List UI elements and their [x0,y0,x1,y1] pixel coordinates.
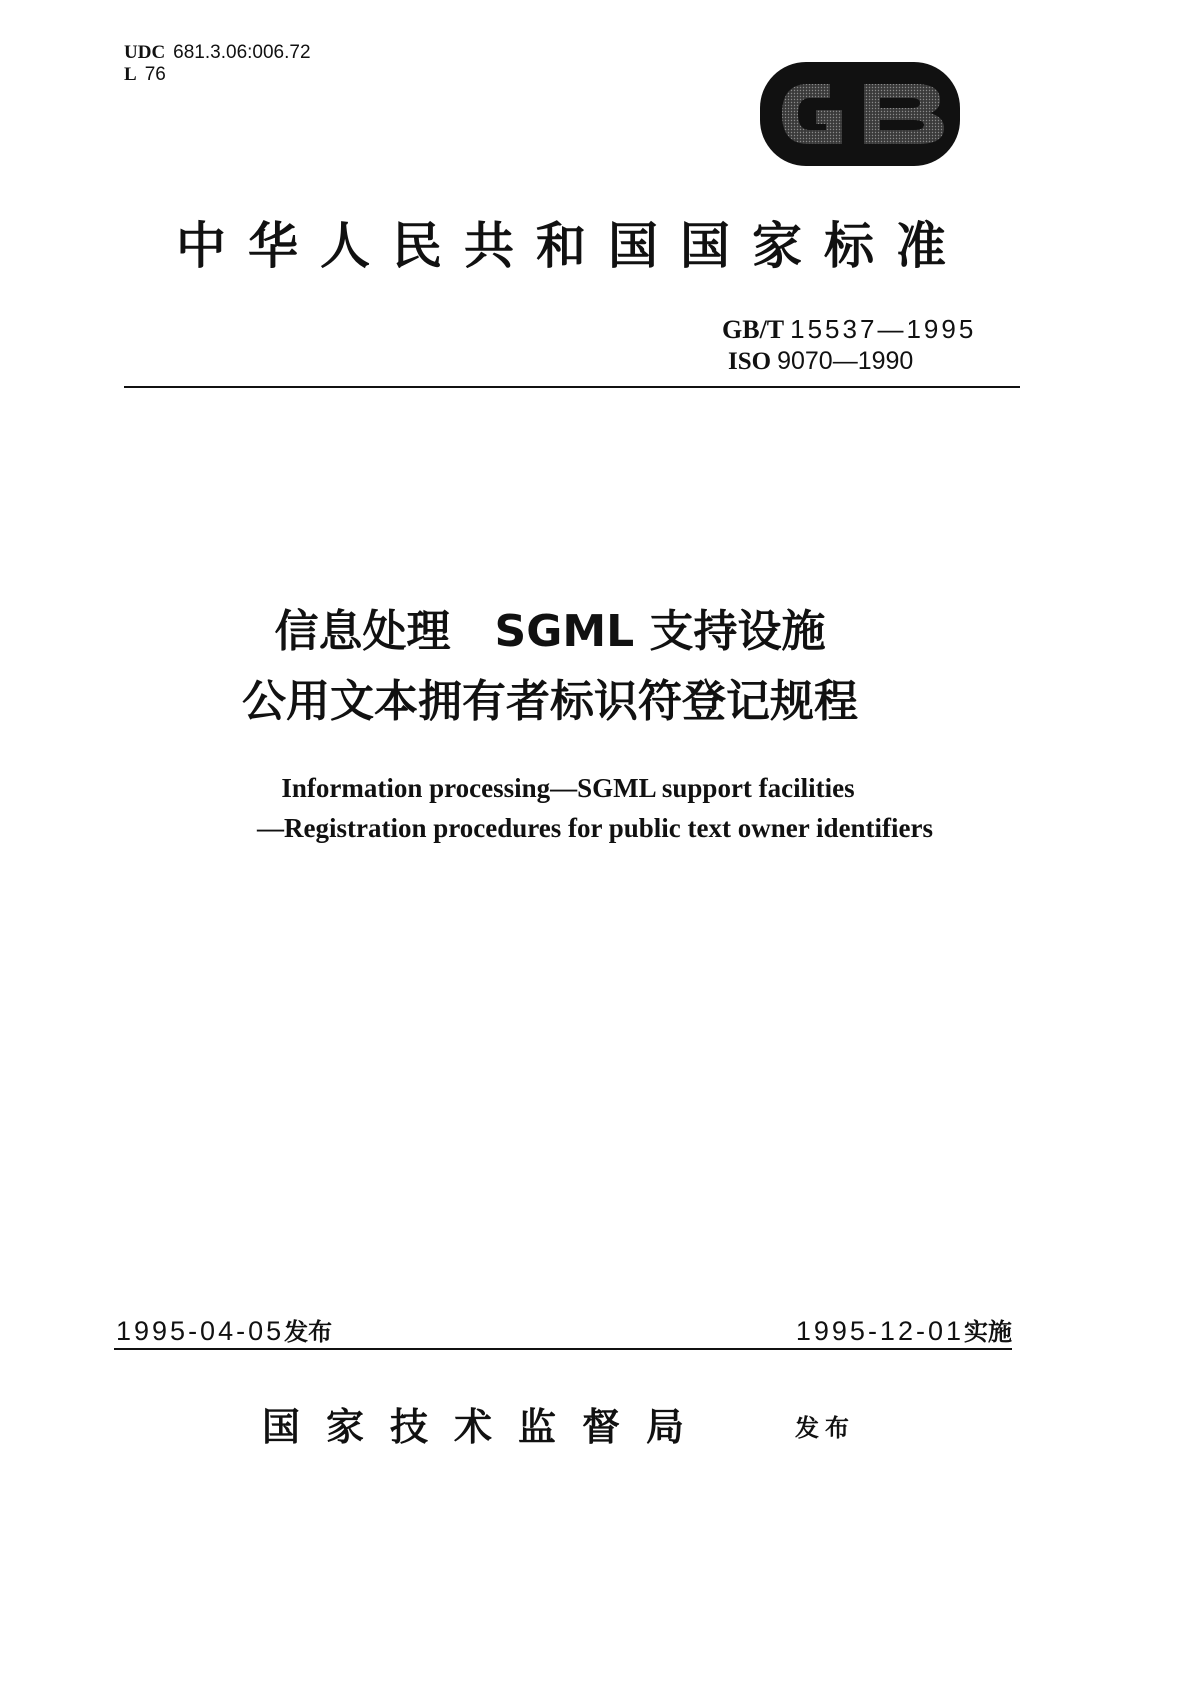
category-label: L [124,64,137,85]
issue-date-suffix: 发布 [284,1318,333,1346]
udc-label: UDC [124,42,166,63]
chinese-title-line-1: 信息处理 SGML 支持设施 [274,606,826,657]
gb-logo [760,62,960,166]
standard-number-value: 15537—1995 [790,314,977,344]
publisher-action: 发布 [795,1414,855,1442]
iso-number-value: 9070—1990 [777,347,914,375]
category-value: 76 [144,64,166,85]
standard-number [722,314,976,345]
gb-logo-letter-b [864,84,944,144]
udc-classification [124,42,311,64]
implementation-date-value: 1995-12-01 [795,1316,964,1346]
gb-logo-text: GB [760,62,762,63]
implementation-date-suffix: 实施 [964,1318,1012,1346]
english-title-line-2: —Registration procedures for public text owner identifiers [257,813,933,843]
standard-number-label: GB/T [722,315,785,344]
udc-value: 681.3.06:006.72 [173,42,311,63]
national-standard-title: 中华人民共和国国家标准 [176,217,968,275]
iso-number-label: ISO [728,348,772,375]
iso-number [728,346,913,377]
issue-date [116,1314,332,1349]
header-divider [124,386,1020,388]
footer-divider [114,1348,1012,1350]
implementation-date [796,1314,1012,1349]
issue-date-value: 1995-04-05 [116,1316,285,1346]
chinese-title-line-2: 公用文本拥有者标识符登记规程 [242,676,858,727]
english-title-line-1: Information processing—SGML support facilities [281,773,855,803]
publisher-name: 国家技术监督局 [262,1405,711,1449]
category-classification [124,64,166,86]
